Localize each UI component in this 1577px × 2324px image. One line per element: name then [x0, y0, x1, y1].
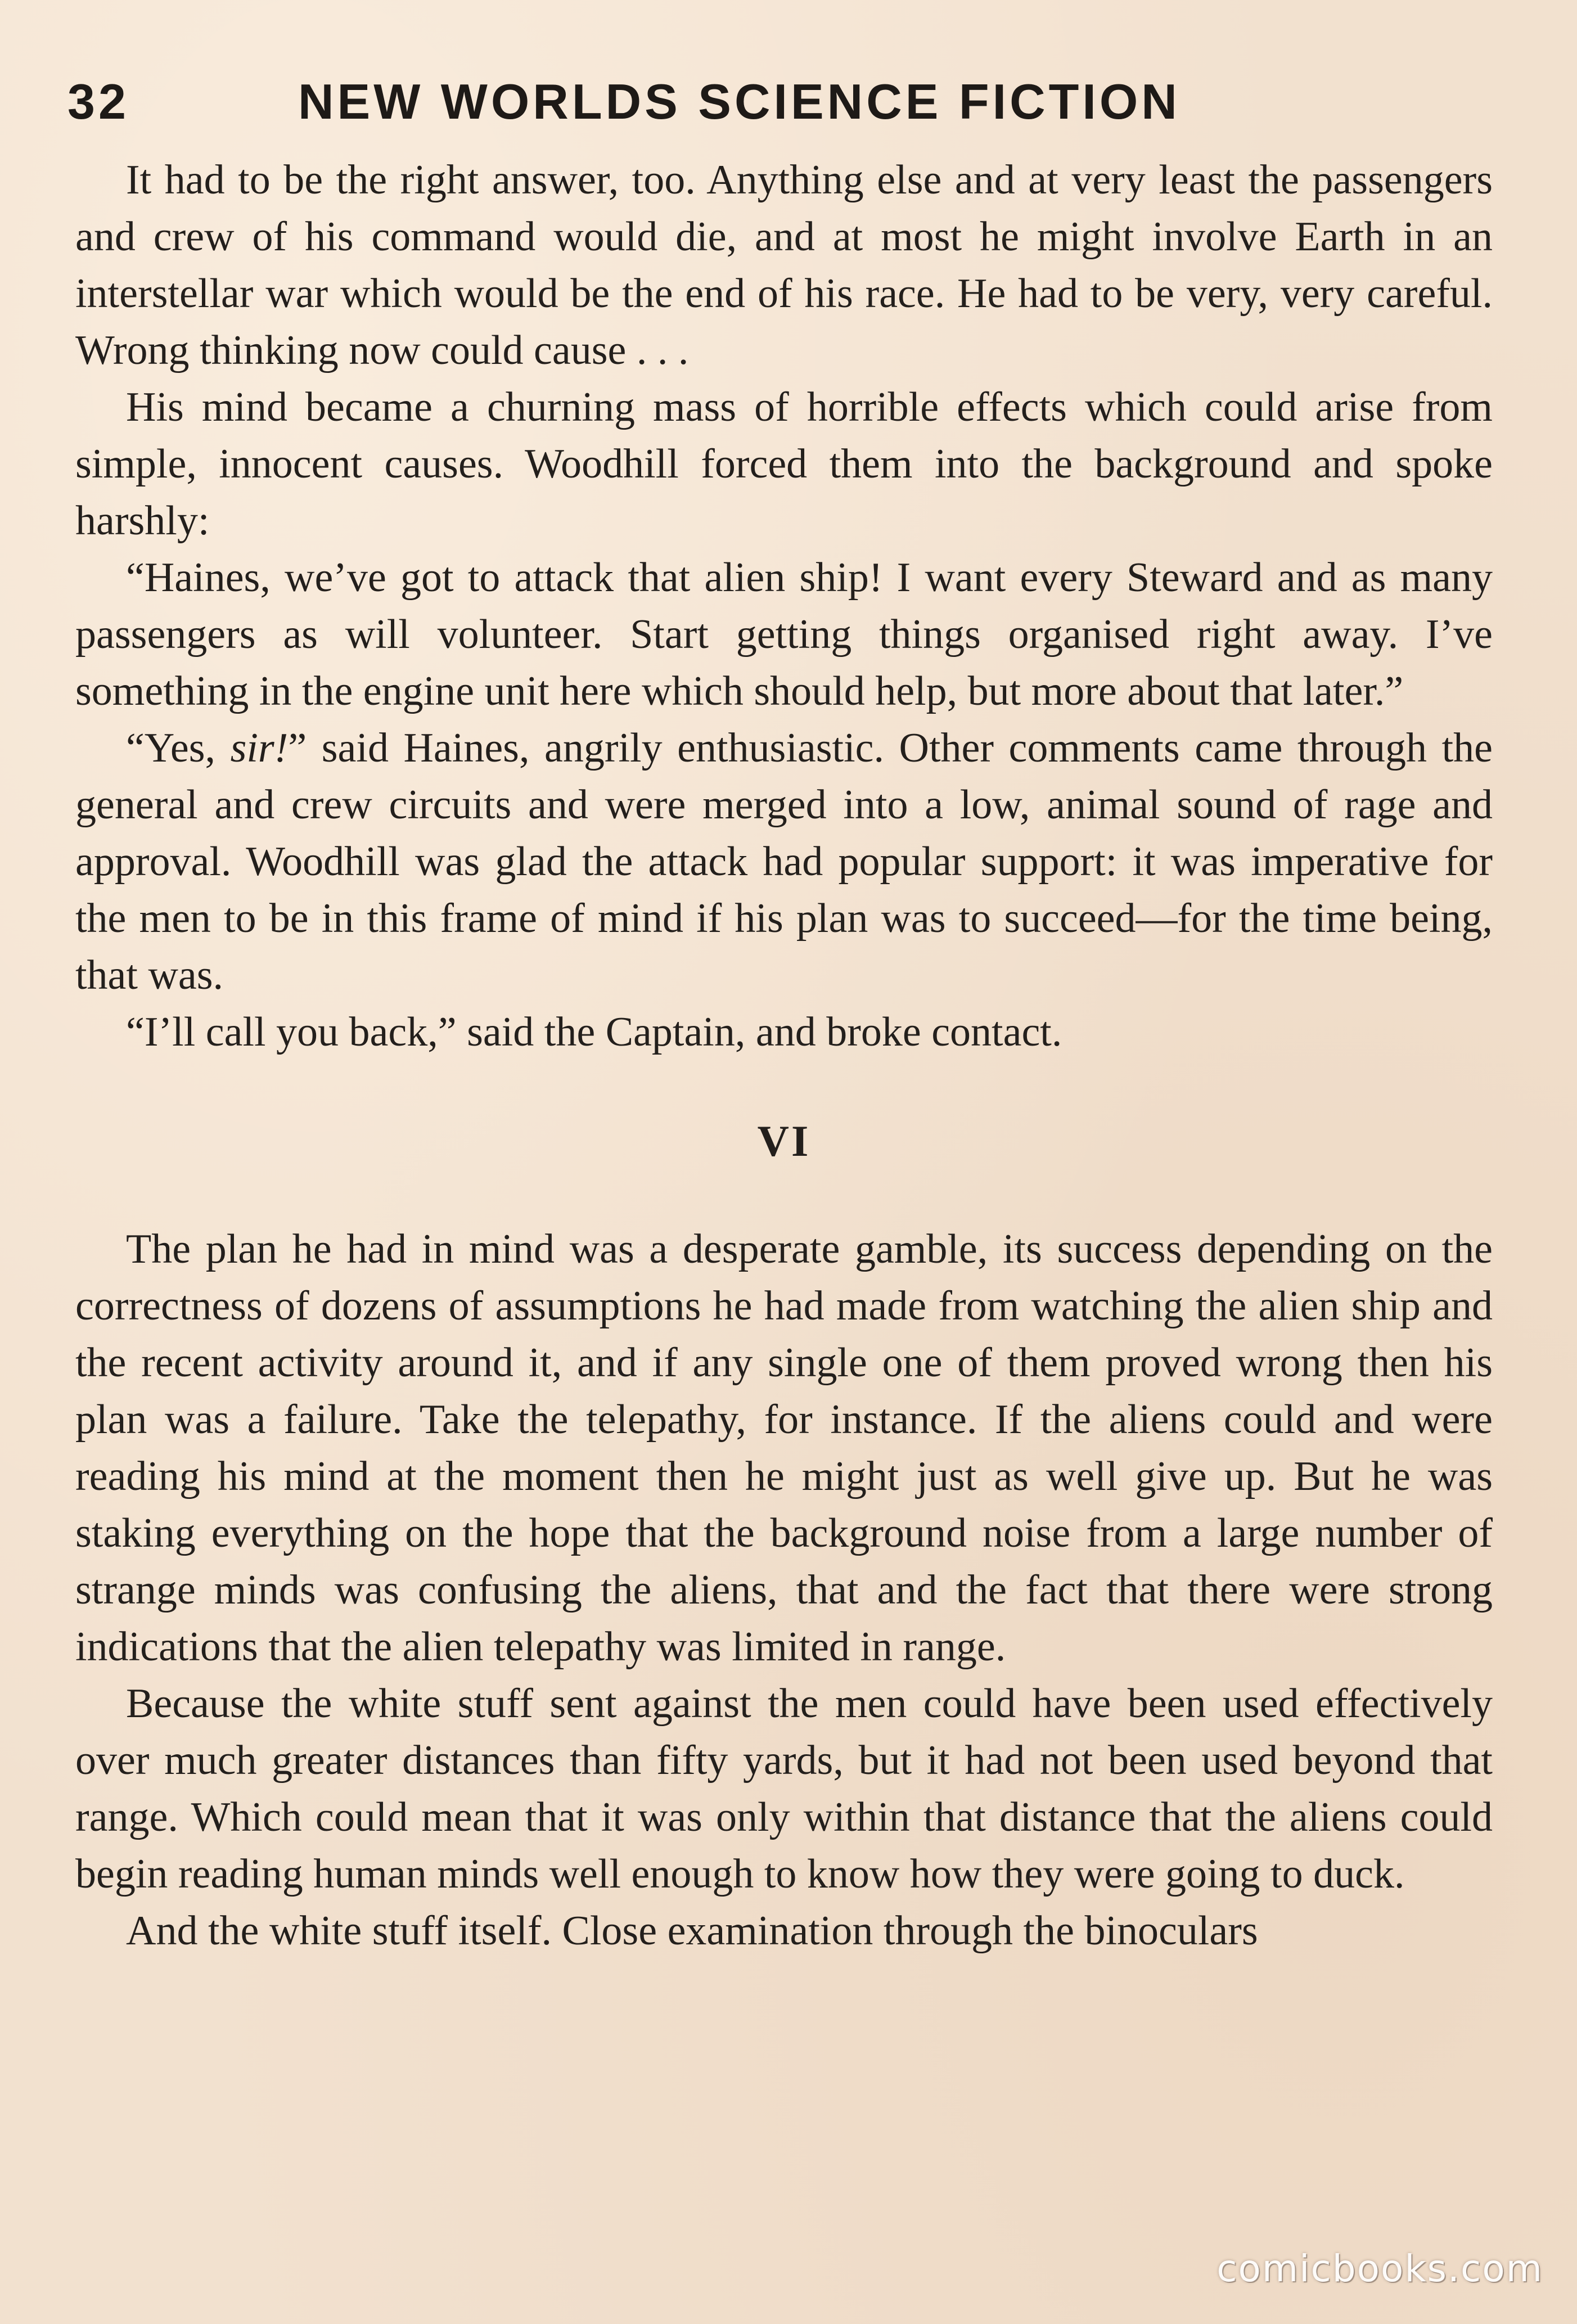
paragraph-7: Because the white stuff sent against the men could have been used effectively over much greater distances than fifty yards, but it had not been used beyond that range. Which could mean that it was only within that distance that the aliens could begin reading human minds well enough to know how they were going to duck. [75, 1681, 1493, 1897]
watermark: comicbooks.com [1216, 2247, 1543, 2290]
paragraph-4-emphasis: sir! [230, 725, 289, 771]
paragraph-3: “Haines, we’ve got to attack that alien ship! I want every Steward and as many passengers as will volunteer. Start getting things organised right away. I’ve something in the engine unit here which should help, but more about that later.” [75, 555, 1493, 714]
section-heading: VI [757, 1116, 811, 1165]
running-title: NEW WORLDS SCIENCE FICTION [298, 74, 1181, 129]
paragraph-4-rest: ” said Haines, angrily enthusiastic. Other comments came through the general and crew circuits and were merged into a low, animal sound of rage and approval. Woodhill was glad the attack had popular support: it was imperative for the men to be in this frame of mind if his plan was to succeed—for the time being, that was. [75, 725, 1493, 998]
paragraph-6: The plan he had in mind was a desperate gamble, its success depending on the correctness of dozens of assumptions he had made from watching the alien ship and the recent activity around it, and if any single one of them proved wrong then his plan was a failure. Take the telepathy, for instance. If the aliens could and were reading his mind at the moment then he might just as well give up. But he was staking everything on the hope that the background noise from a large number of strange minds was confusing the aliens, that and the fact that there were strong indications that the alien telepathy was limited in range. [75, 1226, 1493, 1670]
paragraph-8: And the white stuff itself. Close examination through the binoculars [126, 1908, 1258, 1954]
body-text [75, 152, 1493, 1960]
paragraph-4-open: “Yes, [126, 725, 231, 771]
paragraph-5: “I’ll call you back,” said the Captain, and broke contact. [126, 1009, 1062, 1055]
page-number: 32 [67, 74, 129, 129]
paragraph-2: His mind became a churning mass of horrible effects which could arise from simple, innocent causes. Woodhill forced them into the background and spoke harshly: [75, 384, 1493, 544]
page-header [67, 73, 1507, 135]
paragraph-4 [75, 720, 1493, 1004]
paragraph-1: It had to be the right answer, too. Anything else and at very least the passengers and crew of his command would die, and at most he might involve Earth in an interstellar war which would be the end of his race. He had to be very, very careful. Wrong thinking now could cause . . . [75, 157, 1493, 373]
